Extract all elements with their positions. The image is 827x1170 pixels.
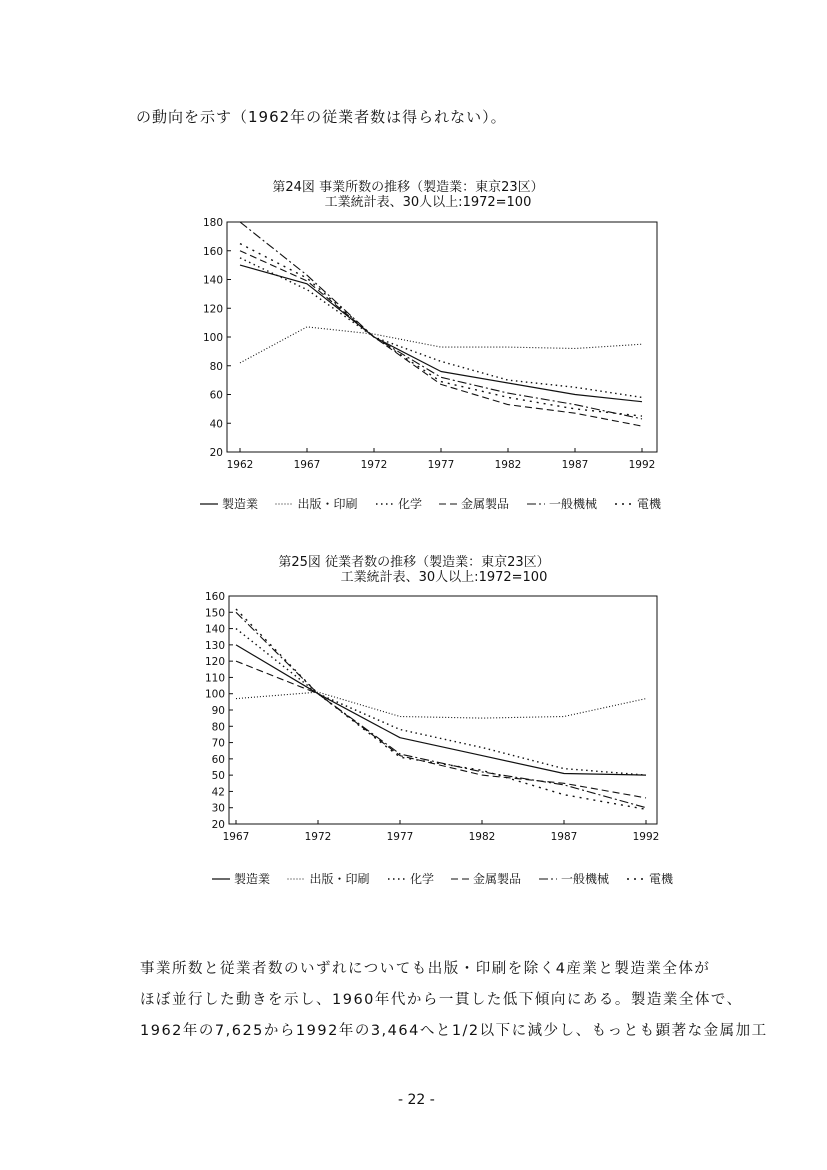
y-tick-label: 30 <box>211 802 225 815</box>
legend-label: 化学 <box>398 497 423 511</box>
legend-label: 出版・印刷 <box>309 872 370 886</box>
legend-label: 化学 <box>410 872 435 886</box>
legend-label: 金属製品 <box>473 872 522 886</box>
series-line-製造業 <box>236 645 646 775</box>
y-tick-label: 80 <box>211 721 225 734</box>
chart2-legend <box>212 871 674 886</box>
chart1-subtitle: 工業統計表、30人以上:1972=100 <box>324 195 532 210</box>
legend-label: 製造業 <box>222 497 259 511</box>
intro-line: の動向を示す（1962年の従業者数は得られない）。 <box>136 108 507 126</box>
x-tick-label: 1962 <box>226 459 254 471</box>
chart2-title: 第25図 従業者数の推移（製造業：東京23区） <box>278 555 550 570</box>
y-tick-label: 130 <box>204 639 225 652</box>
x-tick-label: 1967 <box>222 831 250 843</box>
legend-label: 電機 <box>649 872 674 886</box>
y-tick-label: 160 <box>204 591 225 603</box>
y-tick-label: 50 <box>211 770 225 783</box>
x-tick-label: 1967 <box>293 459 321 471</box>
series-line-一般機械 <box>236 612 646 807</box>
chart2-plot-frame <box>229 596 657 824</box>
y-tick-label: 100 <box>202 332 223 344</box>
body-line-2: ほぼ並行した動きを示し、1960年代から一貫した低下傾向にある。製造業全体で、 <box>140 992 743 1008</box>
y-tick-label: 150 <box>204 607 225 620</box>
y-tick-label: 20 <box>209 447 223 459</box>
y-tick-label: 140 <box>202 274 223 287</box>
x-tick-label: 1977 <box>386 831 414 843</box>
y-tick-label: 180 <box>202 217 223 229</box>
y-tick-label: 160 <box>202 245 223 258</box>
y-tick-label: 60 <box>209 389 223 402</box>
y-tick-label: 60 <box>211 753 225 766</box>
x-tick-label: 1972 <box>304 831 332 843</box>
y-tick-label: 120 <box>204 656 225 669</box>
y-tick-label: 90 <box>211 705 225 717</box>
x-tick-label: 1972 <box>360 459 388 471</box>
body-line-3: 1962年の7,625から1992年の3,464へと1/2以下に減少し、もっとも顕著な金属加工 <box>140 1023 768 1039</box>
body-line-1: 事業所数と従業者数のいずれについても出版・印刷を除く4産業と製造業全体が <box>140 961 711 977</box>
legend-label: 一般機械 <box>549 497 598 511</box>
series-line-化学 <box>236 629 646 776</box>
page-number: - 22 - <box>398 1092 435 1108</box>
legend-label: 製造業 <box>234 872 271 886</box>
y-tick-label: 110 <box>204 672 225 685</box>
chart2-subtitle: 工業統計表、30人以上:1972=100 <box>340 570 548 585</box>
chart1-title: 第24図 事業所数の推移（製造業：東京23区） <box>272 180 544 195</box>
x-tick-label: 1982 <box>494 459 522 471</box>
y-tick-label: 70 <box>211 737 225 750</box>
y-tick-label: 100 <box>204 688 225 701</box>
x-tick-label: 1982 <box>468 831 496 843</box>
legend-label: 一般機械 <box>561 872 610 886</box>
x-tick-label: 1992 <box>628 459 656 471</box>
chart2-x-ticks <box>223 820 660 843</box>
series-line-電機 <box>236 609 646 809</box>
x-tick-label: 1987 <box>561 459 589 471</box>
series-line-出版・印刷 <box>236 692 646 718</box>
x-tick-label: 1987 <box>550 831 578 843</box>
legend-label: 出版・印刷 <box>297 497 358 511</box>
y-tick-label: 40 <box>209 418 223 431</box>
x-tick-label: 1977 <box>427 459 455 471</box>
y-tick-label: 20 <box>211 819 225 831</box>
y-tick-label: 80 <box>209 360 223 373</box>
y-tick-label: 42 <box>211 786 225 799</box>
y-tick-label: 140 <box>204 623 225 636</box>
x-tick-label: 1992 <box>632 831 660 843</box>
legend-label: 電機 <box>637 497 662 511</box>
y-tick-label: 120 <box>202 303 223 316</box>
chart2-series <box>236 609 646 809</box>
legend-label: 金属製品 <box>461 497 510 511</box>
